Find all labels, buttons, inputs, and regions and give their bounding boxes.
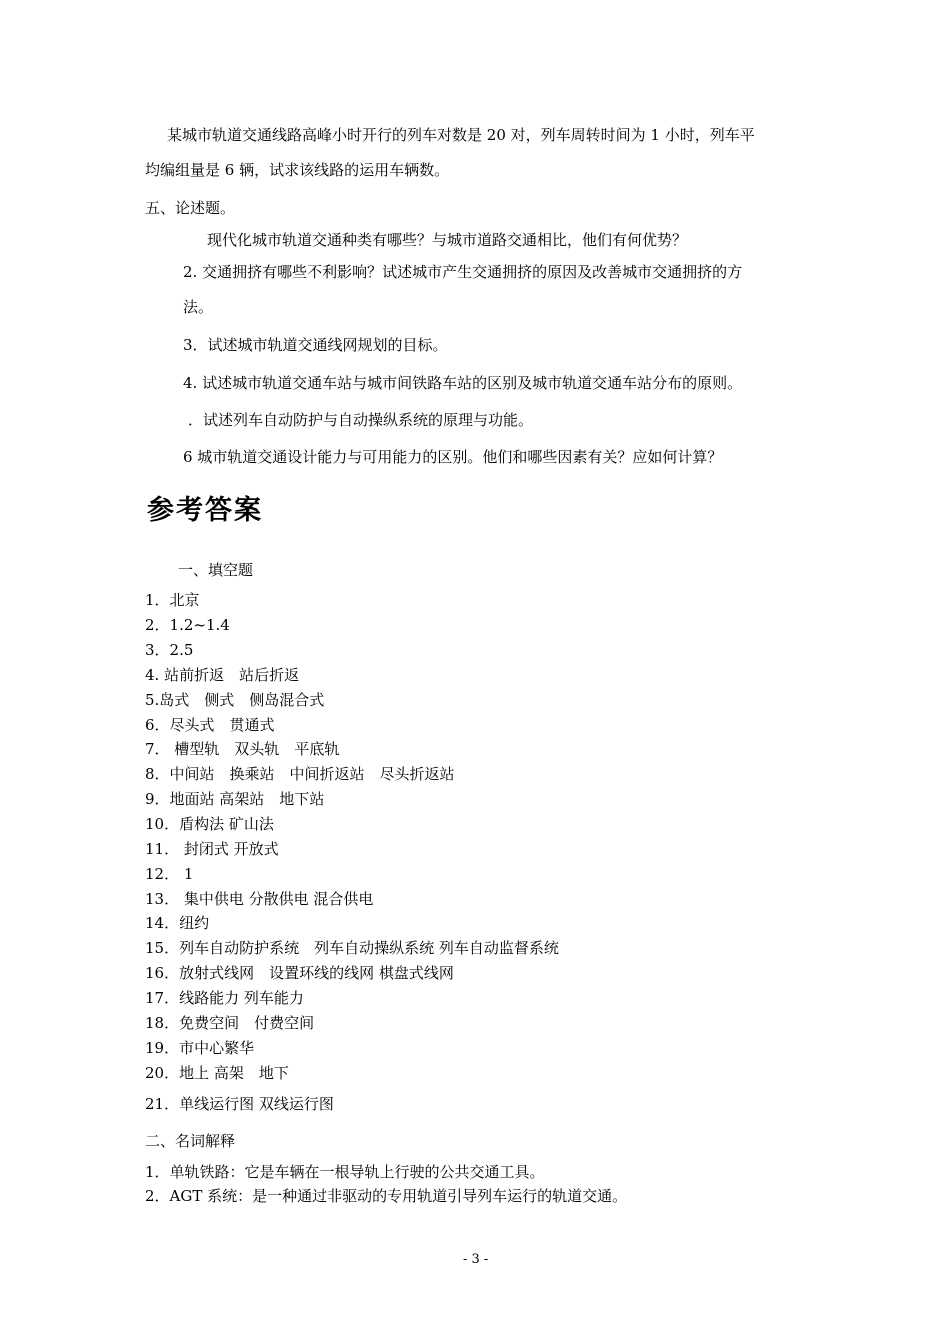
question-6: 6 城市轨道交通设计能力与可用能力的区别。他们和哪些因素有关？应如何计算？: [183, 448, 723, 466]
list-item: 12． 1: [145, 865, 194, 883]
list-item: 21．单线运行图 双线运行图: [145, 1095, 334, 1113]
list-item: 17．线路能力 列车能力: [145, 989, 304, 1007]
question-3: 3．试述城市轨道交通线网规划的目标。: [183, 336, 448, 354]
list-item: 16．放射式线网 设置环线的线网 棋盘式线网: [145, 964, 454, 982]
list-item: 3．2.5: [145, 641, 194, 659]
list-item: 5.岛式 侧式 侧岛混合式: [145, 691, 325, 709]
list-item: 14．纽约: [145, 914, 210, 932]
list-item: 2．1.2~1.4: [145, 616, 230, 634]
section-title: 二、名词解释: [145, 1132, 236, 1150]
list-item: 20．地上 高架 地下: [145, 1064, 289, 1082]
list-item: 6．尽头式 贯通式: [145, 716, 275, 734]
list-item: 18．免费空间 付费空间: [145, 1014, 315, 1032]
question-1: 现代化城市轨道交通种类有哪些？与城市道路交通相比，他们有何优势？: [207, 231, 688, 249]
problem-line-1: 某城市轨道交通线路高峰小时开行的列车对数是 20 对，列车周转时间为 1 小时，列车平: [167, 126, 755, 144]
list-item: 19．市中心繁华: [145, 1039, 255, 1057]
section-title: 一、填空题: [178, 561, 254, 579]
list-item: 4. 站前折返 站后折返: [145, 666, 300, 684]
list-item: 1．单轨铁路：它是车辆在一根导轨上行驶的公共交通工具。: [145, 1163, 545, 1181]
list-item: 7． 槽型轨 双头轨 平底轨: [145, 740, 340, 758]
list-item: 11． 封闭式 开放式: [145, 840, 279, 858]
question-4: 4. 试述城市轨道交通车站与城市间铁路车站的区别及城市轨道交通车站分布的原则。: [183, 374, 743, 392]
list-item: 15．列车自动防护系统 列车自动操纵系统 列车自动监督系统: [145, 939, 559, 957]
list-item: 2．AGT 系统：是一种通过非驱动的专用轨道引导列车运行的轨道交通。: [145, 1187, 628, 1205]
page-number: - 3 -: [463, 1252, 489, 1267]
question-2-line-1: 2. 交通拥挤有哪些不利影响？试述城市产生交通拥挤的原因及改善城市交通拥挤的方: [183, 263, 743, 281]
question-5: ．试述列车自动防护与自动操纵系统的原理与功能。: [188, 411, 534, 429]
question-2-line-2: 法。: [183, 298, 214, 316]
list-item: 10．盾构法 矿山法: [145, 815, 274, 833]
list-item: 13． 集中供电 分散供电 混合供电: [145, 890, 374, 908]
list-item: 8．中间站 换乘站 中间折返站 尽头折返站: [145, 765, 455, 783]
section-title: 五、论述题。: [145, 199, 236, 217]
list-item: 1．北京: [145, 591, 200, 609]
problem-line-2: 均编组量是 6 辆，试求该线路的运用车辆数。: [145, 161, 450, 179]
list-item: 9．地面站 高架站 地下站: [145, 790, 325, 808]
answers-heading: 参考答案: [147, 495, 263, 526]
